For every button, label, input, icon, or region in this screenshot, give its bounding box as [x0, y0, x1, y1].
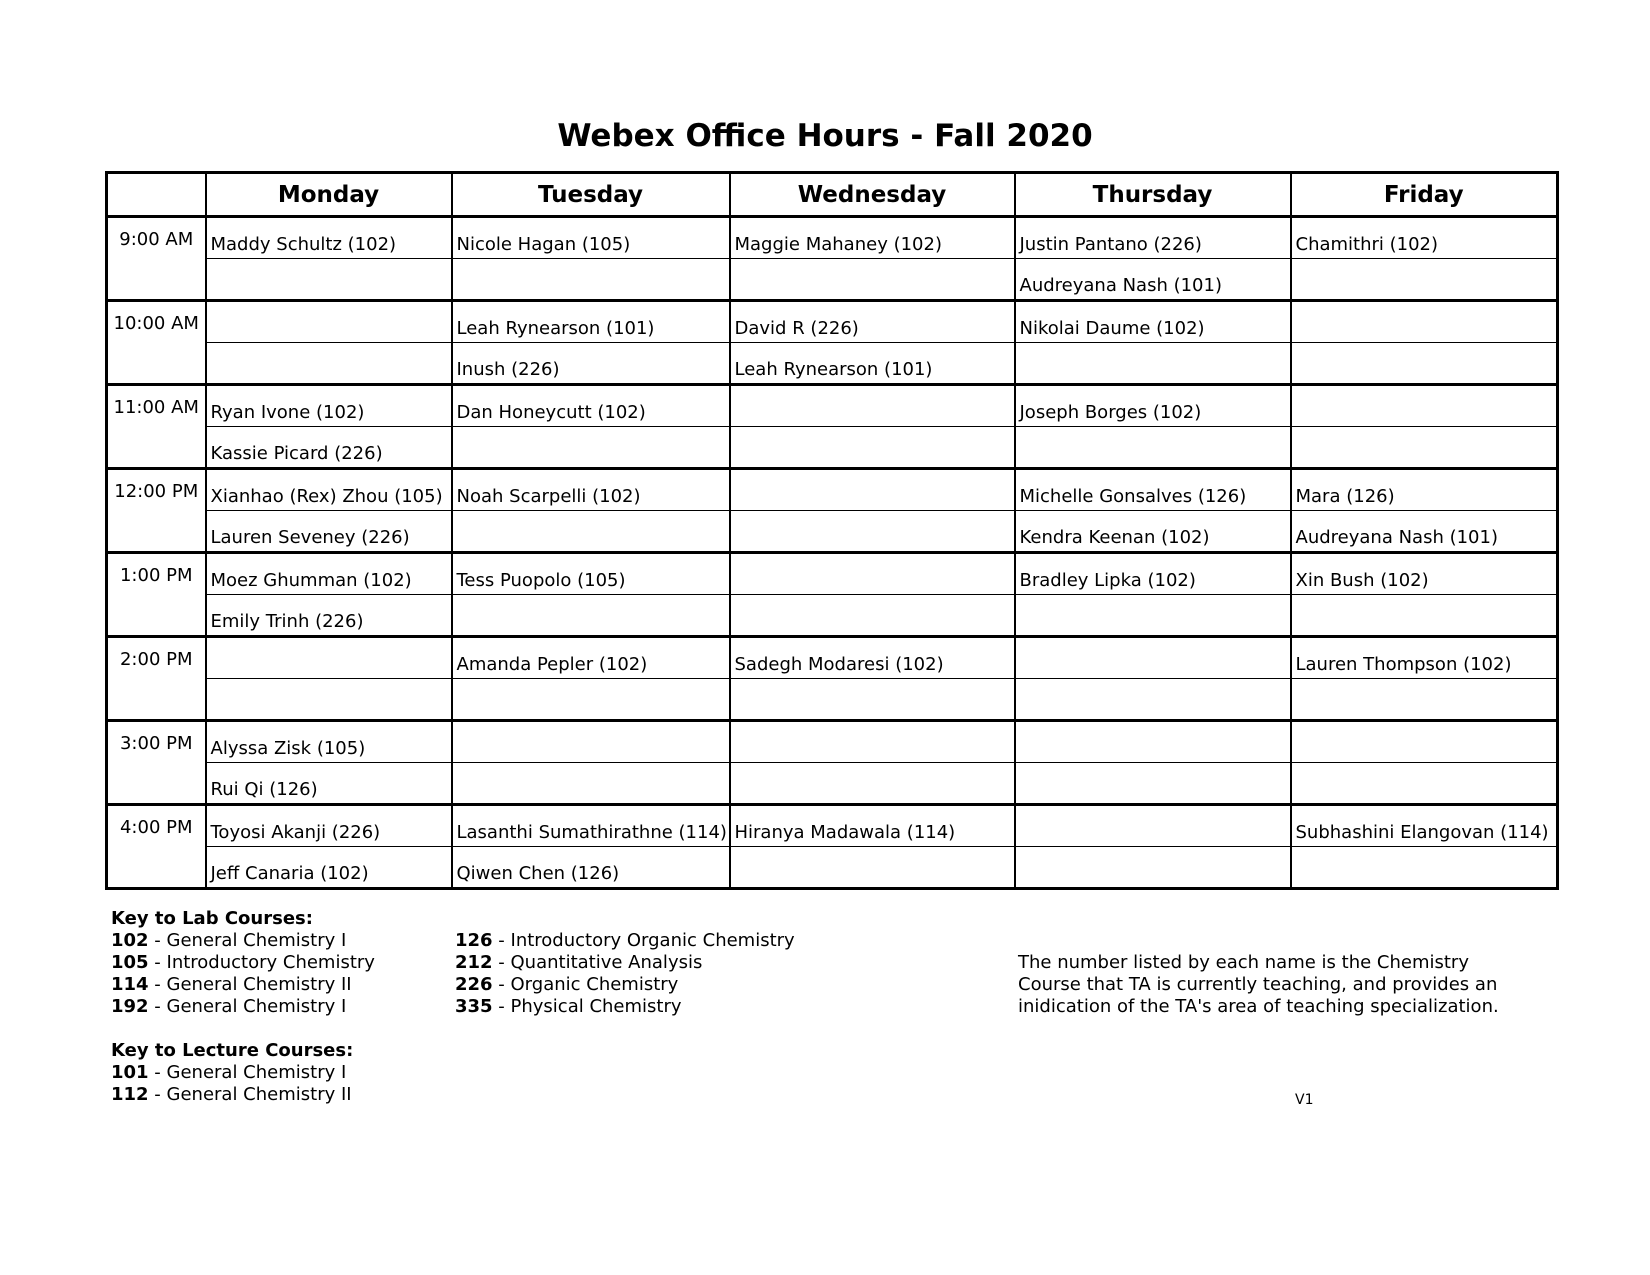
schedule-cell	[452, 679, 730, 721]
course-code: 335	[455, 996, 493, 1017]
schedule-cell	[452, 511, 730, 553]
table-row	[107, 259, 1558, 301]
schedule-cell: Lauren Thompson (102)	[1291, 637, 1558, 679]
schedule-cell	[206, 259, 452, 301]
schedule-cell: Audreyana Nash (101)	[1291, 511, 1558, 553]
time-slot-label: 3:00 PM	[107, 721, 206, 805]
course-code: 105	[111, 952, 149, 973]
lecture-key-heading: Key to Lecture Courses:	[111, 1040, 354, 1061]
course-key-item	[111, 952, 375, 974]
course-name: - Quantitative Analysis	[492, 952, 703, 973]
day-header: Wednesday	[730, 173, 1015, 217]
schedule-cell	[1015, 637, 1291, 679]
course-name: - Introductory Organic Chemistry	[492, 930, 795, 951]
table-row	[107, 217, 1558, 259]
table-header-row	[107, 173, 1558, 217]
schedule-cell: Alyssa Zisk (105)	[206, 721, 452, 763]
schedule-cell: Maddy Schultz (102)	[206, 217, 452, 259]
table-row	[107, 343, 1558, 385]
schedule-cell: Leah Rynearson (101)	[452, 301, 730, 343]
course-name: - General Chemistry I	[148, 996, 347, 1017]
schedule-cell	[1291, 595, 1558, 637]
schedule-cell	[1291, 721, 1558, 763]
course-code: 102	[111, 930, 149, 951]
course-name: - General Chemistry I	[148, 1062, 347, 1083]
schedule-cell: Qiwen Chen (126)	[452, 847, 730, 889]
table-row	[107, 763, 1558, 805]
course-key-item	[111, 974, 375, 996]
course-key-item	[111, 996, 375, 1018]
schedule-cell: Xin Bush (102)	[1291, 553, 1558, 595]
schedule-cell	[1291, 343, 1558, 385]
schedule-cell	[206, 343, 452, 385]
course-name: - Organic Chemistry	[492, 974, 679, 995]
course-code: 101	[111, 1062, 149, 1083]
schedule-cell	[206, 679, 452, 721]
schedule-cell	[730, 427, 1015, 469]
schedule-cell: Noah Scarpelli (102)	[452, 469, 730, 511]
table-row	[107, 805, 1558, 847]
schedule-cell: Ryan Ivone (102)	[206, 385, 452, 427]
lab-key-heading: Key to Lab Courses:	[111, 908, 313, 929]
course-number-note	[1018, 952, 1538, 1018]
schedule-cell: Maggie Mahaney (102)	[730, 217, 1015, 259]
course-name: - General Chemistry II	[148, 1084, 352, 1105]
schedule-cell: Subhashini Elangovan (114)	[1291, 805, 1558, 847]
schedule-cell: Inush (226)	[452, 343, 730, 385]
table-row	[107, 721, 1558, 763]
schedule-cell	[730, 595, 1015, 637]
schedule-cell	[730, 469, 1015, 511]
note-line: The number listed by each name is the Chemistry	[1018, 952, 1469, 973]
schedule-cell: Emily Trinh (226)	[206, 595, 452, 637]
schedule-cell: Rui Qi (126)	[206, 763, 452, 805]
course-code: 192	[111, 996, 149, 1017]
schedule-cell	[730, 847, 1015, 889]
schedule-cell	[1015, 595, 1291, 637]
schedule-cell	[1015, 679, 1291, 721]
version-label: V1	[1295, 1092, 1314, 1108]
time-header	[107, 173, 206, 217]
table-row	[107, 385, 1558, 427]
time-slot-label: 12:00 PM	[107, 469, 206, 553]
schedule-cell: Moez Ghumman (102)	[206, 553, 452, 595]
course-key-item	[455, 930, 795, 952]
time-slot-label: 2:00 PM	[107, 637, 206, 721]
schedule-cell: Justin Pantano (226)	[1015, 217, 1291, 259]
course-key-item	[111, 1062, 352, 1084]
schedule-cell: Hiranya Madawala (114)	[730, 805, 1015, 847]
schedule-cell: Bradley Lipka (102)	[1015, 553, 1291, 595]
schedule-cell	[206, 301, 452, 343]
schedule-cell	[1291, 847, 1558, 889]
schedule-cell	[730, 385, 1015, 427]
course-code: 114	[111, 974, 149, 995]
schedule-cell	[1015, 763, 1291, 805]
schedule-cell: Leah Rynearson (101)	[730, 343, 1015, 385]
course-key-item	[111, 1084, 352, 1106]
schedule-cell: Michelle Gonsalves (126)	[1015, 469, 1291, 511]
table-row	[107, 301, 1558, 343]
schedule-cell	[730, 259, 1015, 301]
course-code: 212	[455, 952, 493, 973]
schedule-cell: Nikolai Daume (102)	[1015, 301, 1291, 343]
table-row	[107, 847, 1558, 889]
table-row	[107, 637, 1558, 679]
schedule-cell: Dan Honeycutt (102)	[452, 385, 730, 427]
schedule-cell	[1291, 301, 1558, 343]
time-slot-label: 9:00 AM	[107, 217, 206, 301]
schedule-cell: Tess Puopolo (105)	[452, 553, 730, 595]
schedule-cell	[1015, 343, 1291, 385]
schedule-cell	[206, 637, 452, 679]
schedule-cell	[1291, 385, 1558, 427]
schedule-cell: Audreyana Nash (101)	[1015, 259, 1291, 301]
table-row	[107, 553, 1558, 595]
course-key-item	[455, 952, 795, 974]
schedule-cell	[1015, 805, 1291, 847]
schedule-cell	[1015, 847, 1291, 889]
course-name: - General Chemistry I	[148, 930, 347, 951]
schedule-cell	[1015, 427, 1291, 469]
schedule-cell	[1291, 763, 1558, 805]
office-hours-table	[105, 171, 1559, 890]
time-slot-label: 10:00 AM	[107, 301, 206, 385]
course-name: - General Chemistry II	[148, 974, 352, 995]
schedule-cell: Mara (126)	[1291, 469, 1558, 511]
schedule-cell: David R (226)	[730, 301, 1015, 343]
schedule-cell: Amanda Pepler (102)	[452, 637, 730, 679]
schedule-cell	[730, 553, 1015, 595]
schedule-cell: Lauren Seveney (226)	[206, 511, 452, 553]
lab-key-column-2	[455, 930, 795, 1018]
schedule-cell: Kassie Picard (226)	[206, 427, 452, 469]
table-row	[107, 427, 1558, 469]
note-line: inidication of the TA's area of teaching specialization.	[1018, 996, 1499, 1017]
schedule-cell: Sadegh Modaresi (102)	[730, 637, 1015, 679]
day-header: Thursday	[1015, 173, 1291, 217]
course-code: 226	[455, 974, 493, 995]
day-header: Monday	[206, 173, 452, 217]
course-key-item	[455, 996, 795, 1018]
time-slot-label: 1:00 PM	[107, 553, 206, 637]
schedule-cell	[452, 595, 730, 637]
page-title: Webex Office Hours - Fall 2020	[557, 118, 1093, 154]
schedule-cell: Kendra Keenan (102)	[1015, 511, 1291, 553]
course-keys	[111, 908, 911, 1128]
schedule-cell	[452, 721, 730, 763]
schedule-cell: Toyosi Akanji (226)	[206, 805, 452, 847]
schedule-cell: Xianhao (Rex) Zhou (105)	[206, 469, 452, 511]
day-header: Tuesday	[452, 173, 730, 217]
schedule-cell	[730, 511, 1015, 553]
lab-key-column-1	[111, 930, 375, 1018]
course-key-item	[455, 974, 795, 996]
course-name: - Introductory Chemistry	[148, 952, 375, 973]
schedule-cell	[1015, 721, 1291, 763]
schedule-cell	[1291, 679, 1558, 721]
note-line: Course that TA is currently teaching, and provides an	[1018, 974, 1498, 995]
table-row	[107, 469, 1558, 511]
course-name: - Physical Chemistry	[492, 996, 682, 1017]
schedule-cell	[1291, 259, 1558, 301]
schedule-cell	[730, 763, 1015, 805]
schedule-cell: Lasanthi Sumathirathne (114)	[452, 805, 730, 847]
schedule-cell	[1291, 427, 1558, 469]
schedule-cell	[452, 427, 730, 469]
lecture-key-list	[111, 1062, 352, 1106]
time-slot-label: 4:00 PM	[107, 805, 206, 889]
schedule-cell: Joseph Borges (102)	[1015, 385, 1291, 427]
schedule-cell: Nicole Hagan (105)	[452, 217, 730, 259]
schedule-cell	[452, 763, 730, 805]
course-key-item	[111, 930, 375, 952]
table-row	[107, 511, 1558, 553]
schedule-cell	[452, 259, 730, 301]
table-row	[107, 595, 1558, 637]
schedule-cell	[730, 721, 1015, 763]
course-code: 112	[111, 1084, 149, 1105]
schedule-cell	[730, 679, 1015, 721]
time-slot-label: 11:00 AM	[107, 385, 206, 469]
schedule-cell: Chamithri (102)	[1291, 217, 1558, 259]
day-header: Friday	[1291, 173, 1558, 217]
schedule-cell: Jeff Canaria (102)	[206, 847, 452, 889]
table-row	[107, 679, 1558, 721]
course-code: 126	[455, 930, 493, 951]
